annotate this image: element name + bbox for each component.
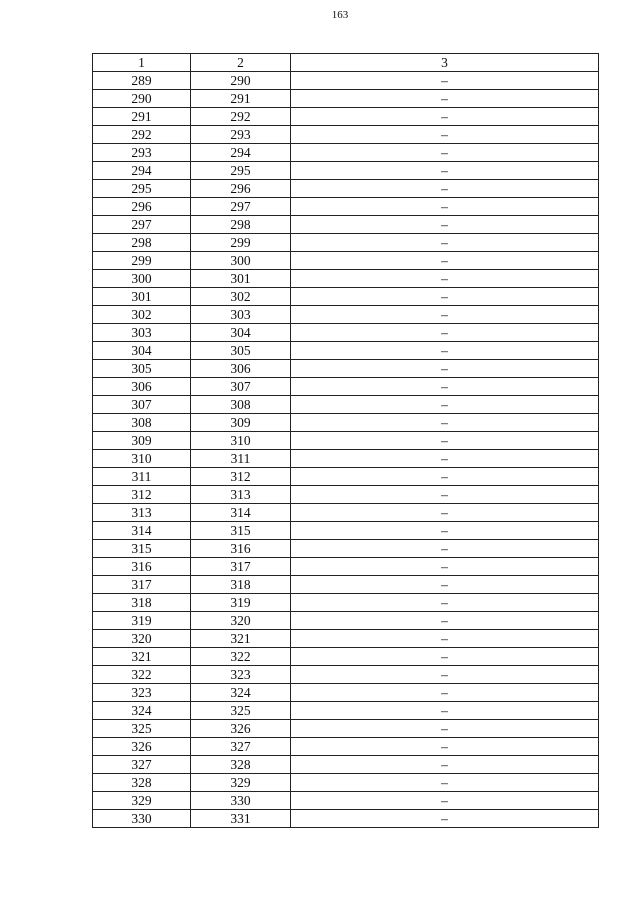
table-cell: – xyxy=(291,378,599,396)
data-table xyxy=(92,53,599,828)
table-row xyxy=(93,792,599,810)
table-row xyxy=(93,378,599,396)
table-row xyxy=(93,144,599,162)
table-cell: 293 xyxy=(191,126,291,144)
table-body xyxy=(93,72,599,828)
table-cell: – xyxy=(291,90,599,108)
table-cell: 298 xyxy=(191,216,291,234)
table-cell: – xyxy=(291,648,599,666)
table-row xyxy=(93,576,599,594)
table-cell: – xyxy=(291,288,599,306)
table-cell: – xyxy=(291,126,599,144)
table-cell: 297 xyxy=(191,198,291,216)
table-cell: – xyxy=(291,432,599,450)
table-cell: – xyxy=(291,216,599,234)
column-header: 3 xyxy=(291,54,599,72)
table-cell: 299 xyxy=(191,234,291,252)
table-cell: – xyxy=(291,360,599,378)
table-cell: 328 xyxy=(191,756,291,774)
table-cell: 316 xyxy=(93,558,191,576)
table-cell: 330 xyxy=(191,792,291,810)
table-cell: – xyxy=(291,522,599,540)
table-cell: 327 xyxy=(93,756,191,774)
table-row xyxy=(93,702,599,720)
table-cell: 310 xyxy=(93,450,191,468)
table-cell: 293 xyxy=(93,144,191,162)
table-row xyxy=(93,252,599,270)
table-cell: 326 xyxy=(191,720,291,738)
table-row xyxy=(93,306,599,324)
table-cell: 309 xyxy=(93,432,191,450)
table-row xyxy=(93,234,599,252)
table-cell: 319 xyxy=(93,612,191,630)
table-cell: – xyxy=(291,810,599,828)
table-row xyxy=(93,162,599,180)
table-cell: – xyxy=(291,774,599,792)
table-row xyxy=(93,126,599,144)
table-cell: 311 xyxy=(191,450,291,468)
table-cell: 315 xyxy=(191,522,291,540)
table-cell: – xyxy=(291,558,599,576)
table-cell: 321 xyxy=(191,630,291,648)
table-row xyxy=(93,522,599,540)
table-cell: 330 xyxy=(93,810,191,828)
table-cell: 323 xyxy=(93,684,191,702)
table-cell: 324 xyxy=(93,702,191,720)
table-cell: 289 xyxy=(93,72,191,90)
table-cell: 301 xyxy=(93,288,191,306)
table-row xyxy=(93,756,599,774)
table-cell: – xyxy=(291,252,599,270)
table-cell: 307 xyxy=(191,378,291,396)
table-cell: 303 xyxy=(191,306,291,324)
table-cell: 322 xyxy=(191,648,291,666)
table-cell: – xyxy=(291,414,599,432)
table-cell: – xyxy=(291,738,599,756)
table-cell: 291 xyxy=(191,90,291,108)
table-cell: – xyxy=(291,468,599,486)
table-cell: 314 xyxy=(93,522,191,540)
table-cell: 296 xyxy=(93,198,191,216)
table-cell: 322 xyxy=(93,666,191,684)
table-cell: 294 xyxy=(93,162,191,180)
table-cell: 325 xyxy=(93,720,191,738)
table-cell: 324 xyxy=(191,684,291,702)
table-cell: – xyxy=(291,504,599,522)
table-cell: 291 xyxy=(93,108,191,126)
table-cell: – xyxy=(291,144,599,162)
table-cell: 305 xyxy=(191,342,291,360)
table-cell: 314 xyxy=(191,504,291,522)
table-cell: 308 xyxy=(191,396,291,414)
table-cell: 312 xyxy=(93,486,191,504)
table-cell: – xyxy=(291,270,599,288)
table-cell: 302 xyxy=(191,288,291,306)
table-cell: 320 xyxy=(191,612,291,630)
table-cell: – xyxy=(291,108,599,126)
header-row xyxy=(93,54,599,72)
table-cell: 301 xyxy=(191,270,291,288)
table-cell: 306 xyxy=(93,378,191,396)
table-row xyxy=(93,540,599,558)
table-cell: 290 xyxy=(93,90,191,108)
table-cell: 312 xyxy=(191,468,291,486)
table-row xyxy=(93,612,599,630)
table-cell: 296 xyxy=(191,180,291,198)
table-row xyxy=(93,270,599,288)
table-cell: 318 xyxy=(93,594,191,612)
table-cell: 292 xyxy=(191,108,291,126)
table-cell: 321 xyxy=(93,648,191,666)
page-number: 163 xyxy=(331,9,349,21)
table-cell: 309 xyxy=(191,414,291,432)
table-cell: 300 xyxy=(93,270,191,288)
table-cell: 315 xyxy=(93,540,191,558)
table-cell: – xyxy=(291,198,599,216)
table-cell: – xyxy=(291,180,599,198)
table-cell: 316 xyxy=(191,540,291,558)
table-row xyxy=(93,108,599,126)
table-row xyxy=(93,198,599,216)
table-cell: – xyxy=(291,576,599,594)
table-cell: 313 xyxy=(191,486,291,504)
table-cell: 329 xyxy=(191,774,291,792)
table-row xyxy=(93,504,599,522)
table-cell: 305 xyxy=(93,360,191,378)
table-cell: 308 xyxy=(93,414,191,432)
column-header: 2 xyxy=(191,54,291,72)
table-row xyxy=(93,72,599,90)
table-cell: – xyxy=(291,540,599,558)
column-header: 1 xyxy=(93,54,191,72)
table-cell: 325 xyxy=(191,702,291,720)
table-cell: 304 xyxy=(191,324,291,342)
table-row xyxy=(93,486,599,504)
table-cell: – xyxy=(291,450,599,468)
table-cell: – xyxy=(291,792,599,810)
table-row xyxy=(93,360,599,378)
table-cell: 306 xyxy=(191,360,291,378)
table-row xyxy=(93,396,599,414)
table-row xyxy=(93,738,599,756)
table-cell: 323 xyxy=(191,666,291,684)
table-cell: 328 xyxy=(93,774,191,792)
table-cell: 295 xyxy=(191,162,291,180)
table-cell: 303 xyxy=(93,324,191,342)
table-cell: 298 xyxy=(93,234,191,252)
table-cell: – xyxy=(291,702,599,720)
table-cell: – xyxy=(291,666,599,684)
table-row xyxy=(93,774,599,792)
table-cell: 299 xyxy=(93,252,191,270)
table-row xyxy=(93,630,599,648)
table-row xyxy=(93,810,599,828)
table-cell: – xyxy=(291,306,599,324)
table-row xyxy=(93,594,599,612)
table-row xyxy=(93,180,599,198)
table-row xyxy=(93,342,599,360)
table-cell: – xyxy=(291,324,599,342)
table-cell: 294 xyxy=(191,144,291,162)
table-cell: – xyxy=(291,684,599,702)
table-cell: 317 xyxy=(191,558,291,576)
table-cell: 319 xyxy=(191,594,291,612)
table-header xyxy=(93,54,599,72)
table-cell: 292 xyxy=(93,126,191,144)
table-cell: 320 xyxy=(93,630,191,648)
table-row xyxy=(93,288,599,306)
table-row xyxy=(93,648,599,666)
table-cell: 302 xyxy=(93,306,191,324)
table-cell: – xyxy=(291,234,599,252)
table-cell: 329 xyxy=(93,792,191,810)
table-cell: 307 xyxy=(93,396,191,414)
table-row xyxy=(93,720,599,738)
table-cell: 311 xyxy=(93,468,191,486)
table-cell: – xyxy=(291,162,599,180)
table-row xyxy=(93,450,599,468)
table-cell: 331 xyxy=(191,810,291,828)
table-row xyxy=(93,216,599,234)
table-cell: 300 xyxy=(191,252,291,270)
table-row xyxy=(93,324,599,342)
table-cell: 317 xyxy=(93,576,191,594)
table-cell: 290 xyxy=(191,72,291,90)
table-cell: – xyxy=(291,396,599,414)
table-row xyxy=(93,684,599,702)
table-cell: – xyxy=(291,594,599,612)
table-cell: – xyxy=(291,720,599,738)
table-cell: 310 xyxy=(191,432,291,450)
table-cell: 304 xyxy=(93,342,191,360)
table-cell: – xyxy=(291,630,599,648)
table-cell: 313 xyxy=(93,504,191,522)
table-cell: 297 xyxy=(93,216,191,234)
table-cell: – xyxy=(291,756,599,774)
table-row xyxy=(93,414,599,432)
table-row xyxy=(93,432,599,450)
table-cell: 327 xyxy=(191,738,291,756)
table-row xyxy=(93,468,599,486)
table-cell: 318 xyxy=(191,576,291,594)
table-cell: – xyxy=(291,612,599,630)
table-cell: 326 xyxy=(93,738,191,756)
table-cell: – xyxy=(291,72,599,90)
table-row xyxy=(93,558,599,576)
table-row xyxy=(93,666,599,684)
table-cell: 295 xyxy=(93,180,191,198)
table-cell: – xyxy=(291,342,599,360)
table-cell: – xyxy=(291,486,599,504)
table-row xyxy=(93,90,599,108)
